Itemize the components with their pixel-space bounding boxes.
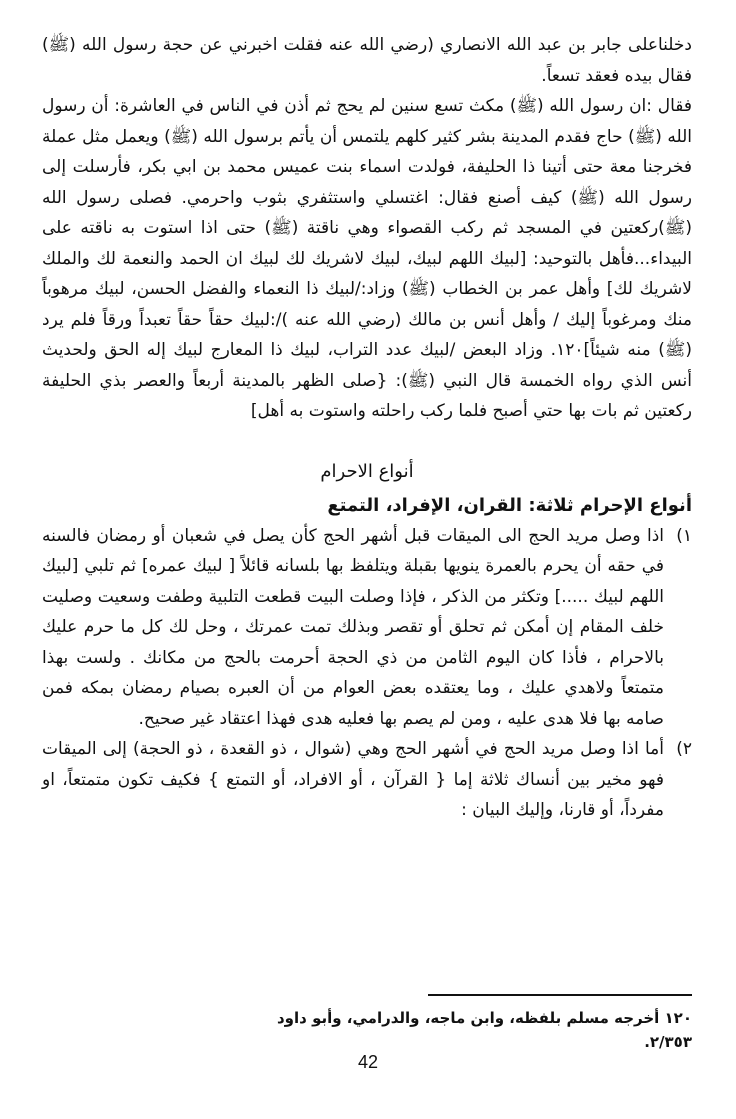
list-item-number: ١) [676,525,692,546]
list-item-1 [42,521,692,735]
list-item-number: ٢) [676,739,692,759]
hadith-intro-paragraph: دخلناعلى جابر بن عبد الله الانصاري (رضي الله عنه فقلت اخبرني عن حجة رسول الله (ﷺ) فقال بيده فعقد تسعاً. [42,35,692,86]
hadith-main-paragraph: فقال :ان رسول الله (ﷺ) مكث تسع سنين لم يحج ثم أذن في الناس في العاشرة: أن رسول الله (ﷺ) حاج فقدم المدينة بشر كثير كلهم يلتمس أن يأتم برسول الله (ﷺ) ويعمل مثل عملة فخرجنا معة حتى أتينا ذا الحليفة، فولدت اسماء بنت عميس محمد بن ابي بكر، فأرسلت إلى رسول الله (ﷺ) كيف أصنع فقال: اغتسلي واستثفري بثوب واحرمي. فصلى رسول الله (ﷺ)ركعتين في المسجد ثم ركب القصواء وهي ناقتة (ﷺ) حتى اذا استوت به ناقته على البيداء...فأهل بالتوحيد: [لبيك اللهم لبيك، لبيك لاشريك لك لبيك ان الحمد والنعمة لك والملك لاشريك لك] وأهل عمر بن الخطاب (ﷺ) وزاد:/لبيك ذا النعماء والفضل الحسن، لبيك مرهوباً منك ومرغوباً إليك / وأهل أنس بن مالك (رضي الله عنه )/:لبيك حقاً حقاً تعبداً ورقاً فلم يرد (ﷺ) منه شيئاً]١٢٠. وزاد البعض /لبيك عدد التراب، لبيك ذا المعارج لبيك إله الحق ولحديث أنس الذي رواه الخمسة قال النبي (ﷺ): {صلى الظهر بالمدينة أربعاً والعصر بذي الحليفة ركعتين ثم بات بها حتي أصبح فلما ركب راحلته واستوت به أهل] [42,96,692,421]
page-body [42,30,692,826]
footnote-divider [428,994,692,996]
page-number: 42 [357,1052,379,1072]
list-item-2 [42,734,692,826]
section-subtitle: أنواع الإحرام ثلاثة: القران، الإفراد، التمتع [327,494,692,516]
list-item-text: أما اذا وصل مريد الحج في أشهر الحج وهي (شوال ، ذو القعدة ، ذو الحجة) إلى الميقات فهو مخير بين أنساك ثلاثة إما { القرآن ، أو الافراد، أو التمتع } فكيف تكون متمتعاً، او مفرداً، أو قارنا، وإليك البيان : [42,739,664,820]
footnote-text: ١٢٠ أخرجه مسلم بلفظه، وابن ماجه، والدرامي، وأبو داود ٢/٣٥٣. [276,1009,692,1051]
section-title: أنواع الاحرام [320,460,414,482]
list-item-text: اذا وصل مريد الحج الى الميقات قبل أشهر الحج كأن يصل في شعبان أو رمضان فالسنه في حقه أن يحرم بالعمرة ينويها بقبلة ويتلفظ بها بلسانه قائلاً [ لبيك عمره] ثم تلبي [لبيك اللهم لبيك .....] وتكثر من الذكر ، فإذا وصلت البيت قطعت التلبية وطفت وسعيت وصليت خلف المقام إن أمكن ثم تحلق أو تقصر وبذلك تمت عمرتك ، وحل لك كل ما حرم عليك بالاحرام ، فأذا كان اليوم الثامن من ذي الحجة أحرمت بالحج من مكانك . ولست بهذا متمتعاً ولاهدي عليك ، وما يعتقده بعض العوام من أن العبره بصيام رمضان بمكه فمن صامه بها فلا هدى عليه ، ومن لم يصم بها فعليه هدى فهذا اعتقاد غير صحيح. [42,525,664,729]
